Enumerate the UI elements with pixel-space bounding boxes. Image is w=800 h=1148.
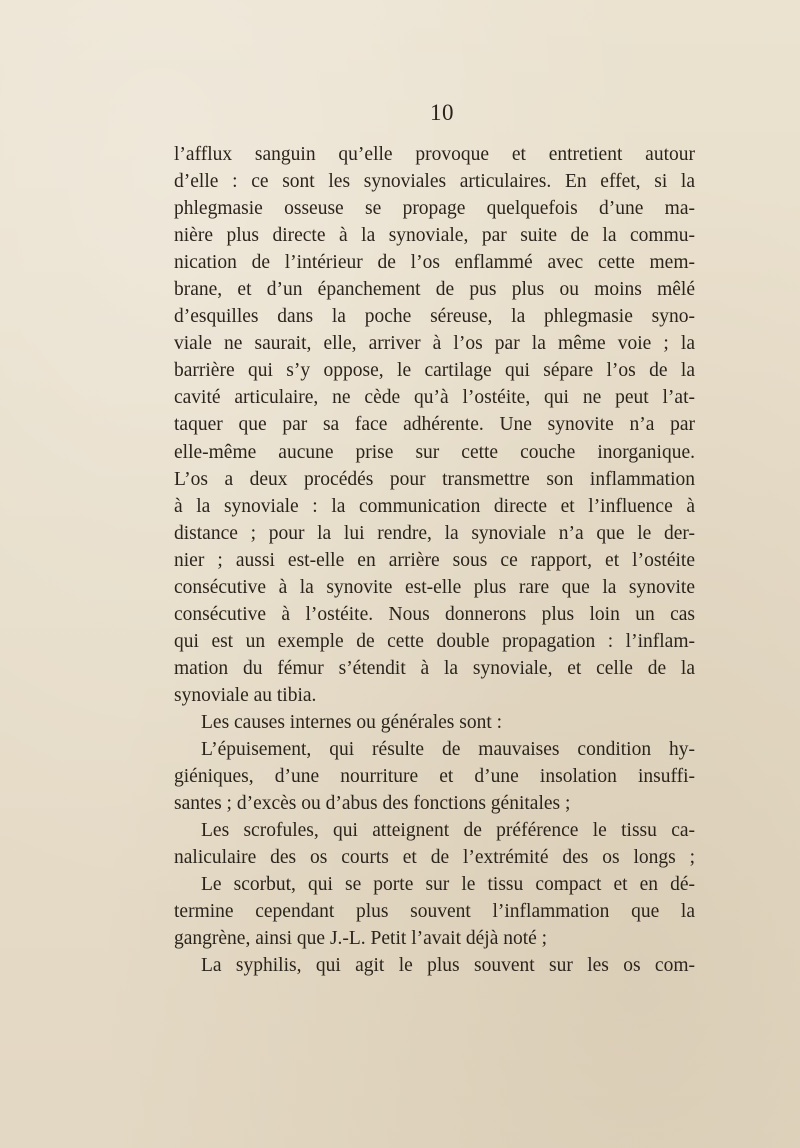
text-line: synoviale au tibia.: [174, 684, 317, 706]
text-line: elle-même aucune prise sur cette couche inorganique.: [174, 441, 695, 463]
text-line: taquer que par sa face adhérente. Une synovite n’a par: [174, 414, 695, 436]
text-line: L’épuisement, qui résulte de mauvaises condition hy-: [201, 739, 695, 761]
text-line: nication de l’intérieur de l’os enflammé avec cette mem-: [174, 252, 695, 274]
text-line: distance ; pour la lui rendre, la synoviale n’a que le der-: [174, 522, 695, 544]
text-line: mation du fémur s’étendit à la synoviale, et celle de la: [174, 657, 695, 679]
text-line: consécutive à l’ostéite. Nous donnerons plus loin un cas: [174, 603, 695, 625]
text-line: d’esquilles dans la poche séreuse, la phlegmasie syno-: [174, 306, 695, 328]
text-line: L’os a deux procédés pour transmettre son inflammation: [174, 468, 695, 490]
text-line: qui est un exemple de cette double propagation : l’inflam-: [174, 630, 695, 652]
text-line: santes ; d’excès ou d’abus des fonctions génitales ;: [174, 793, 571, 815]
text-line: nière plus directe à la synoviale, par suite de la commu-: [174, 225, 695, 247]
text-line: giéniques, d’une nourriture et d’une insolation insuffi-: [174, 766, 695, 788]
text-line: l’afflux sanguin qu’elle provoque et entretient autour: [174, 144, 695, 165]
text-line: termine cependant plus souvent l’inflammation que la: [174, 901, 695, 923]
text-line: Le scorbut, qui se porte sur le tissu compact et en dé-: [201, 874, 695, 896]
text-line: Les scrofules, qui atteignent de préférence le tissu ca-: [201, 820, 695, 842]
body-text: [174, 141, 695, 979]
text-line: viale ne saurait, elle, arriver à l’os par la même voie ; la: [174, 333, 695, 355]
page-number: 10: [430, 100, 454, 125]
text-line: La syphilis, qui agit le plus souvent sur les os com-: [201, 955, 695, 977]
text-line: brane, et d’un épanchement de pus plus ou moins mêlé: [174, 279, 695, 301]
text-line: barrière qui s’y oppose, le cartilage qui sépare l’os de la: [174, 360, 695, 382]
text-line: d’elle : ce sont les synoviales articulaires. En effet, si la: [174, 171, 695, 193]
text-line: phlegmasie osseuse se propage quelquefois d’une ma-: [174, 198, 695, 220]
text-line: Les causes internes ou générales sont :: [201, 711, 503, 733]
text-line: à la synoviale : la communication directe et l’influence à: [174, 495, 695, 517]
text-line: cavité articulaire, ne cède qu’à l’ostéite, qui ne peut l’at-: [174, 387, 695, 409]
text-line: naliculaire des os courts et de l’extrémité des os longs ;: [174, 847, 695, 869]
text-line: gangrène, ainsi que J.-L. Petit l’avait déjà noté ;: [174, 928, 548, 950]
text-line: nier ; aussi est-elle en arrière sous ce rapport, et l’ostéite: [174, 549, 695, 571]
text-line: consécutive à la synovite est-elle plus rare que la synovite: [174, 576, 695, 598]
